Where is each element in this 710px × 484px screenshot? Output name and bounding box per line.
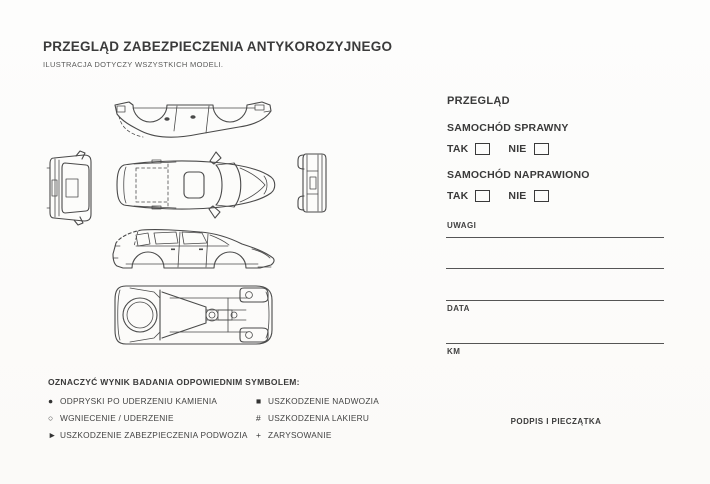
yes-label: TAK: [447, 142, 469, 155]
car-underbody-side-diagram-icon: [105, 94, 280, 150]
remarks-field-label: UWAGI: [447, 221, 477, 230]
legend-heading: OZNACZYĆ WYNIK BADANIA ODPOWIEDNIM SYMBOLEM:: [48, 377, 300, 387]
legend-item-label: USZKODZENIE NADWOZIA: [268, 396, 380, 406]
filled-circle-symbol-icon: ●: [48, 396, 54, 406]
legend-item-dent-impact: [48, 413, 174, 423]
legend-item-body-damage: [256, 396, 379, 406]
date-field-label: DATA: [447, 304, 470, 313]
plus-symbol-icon: +: [256, 430, 262, 440]
legend-item-label: ODPRYSKI PO UDERZENIU KAMIENIA: [60, 396, 218, 406]
question-car-operational-answers: [447, 142, 549, 155]
yes-label: TAK: [447, 189, 469, 202]
no-label: NIE: [508, 189, 527, 202]
page-subtitle: ILUSTRACJA DOTYCZY WSZYSTKICH MODELI.: [43, 60, 224, 69]
remarks-write-line-1: [446, 237, 664, 238]
open-circle-symbol-icon: ○: [48, 413, 54, 423]
legend-item-scratch: [256, 430, 332, 440]
legend-item-paint-damage: [256, 413, 369, 423]
legend-item-underbody-protection-damage: [48, 430, 248, 440]
signature-and-stamp-label: PODPIS I PIECZĄTKA: [510, 417, 602, 426]
remarks-write-line-2: [446, 268, 664, 269]
checkbox-repaired-no[interactable]: [534, 190, 549, 202]
question-car-repaired-label: SAMOCHÓD NAPRAWIONO: [447, 169, 590, 181]
checkbox-repaired-yes[interactable]: [475, 190, 490, 202]
car-rear-view-diagram-icon: [296, 150, 330, 216]
filled-triangle-symbol-icon: ►: [48, 430, 57, 440]
hash-symbol-icon: #: [256, 413, 261, 423]
checkbox-operational-no[interactable]: [534, 143, 549, 155]
filled-square-symbol-icon: ■: [256, 396, 262, 406]
mileage-field-label: KM: [447, 347, 461, 356]
legend-item-stone-chips: [48, 396, 217, 406]
car-front-view-diagram-icon: [46, 150, 98, 226]
checkbox-operational-yes[interactable]: [475, 143, 490, 155]
car-side-view-diagram-icon: [108, 222, 278, 276]
no-label: NIE: [508, 142, 527, 155]
car-top-view-diagram-icon: [112, 146, 280, 224]
legend-item-label: WGNIECENIE / UDERZENIE: [60, 413, 174, 423]
question-car-operational-label: SAMOCHÓD SPRAWNY: [447, 122, 569, 134]
question-car-repaired-answers: [447, 189, 549, 202]
mileage-field-line: [446, 343, 664, 344]
car-underbody-bottom-diagram-icon: [110, 280, 277, 350]
section-heading-przeglad: PRZEGLĄD: [447, 95, 510, 107]
page-title: PRZEGLĄD ZABEZPIECZENIA ANTYKOROZYJNEGO: [43, 39, 393, 54]
date-field-line: [446, 300, 664, 301]
legend-item-label: USZKODZENIE ZABEZPIECZENIA PODWOZIA: [60, 430, 248, 440]
legend-item-label: ZARYSOWANIE: [268, 430, 332, 440]
legend-item-label: USZKODZENIA LAKIERU: [268, 413, 370, 423]
